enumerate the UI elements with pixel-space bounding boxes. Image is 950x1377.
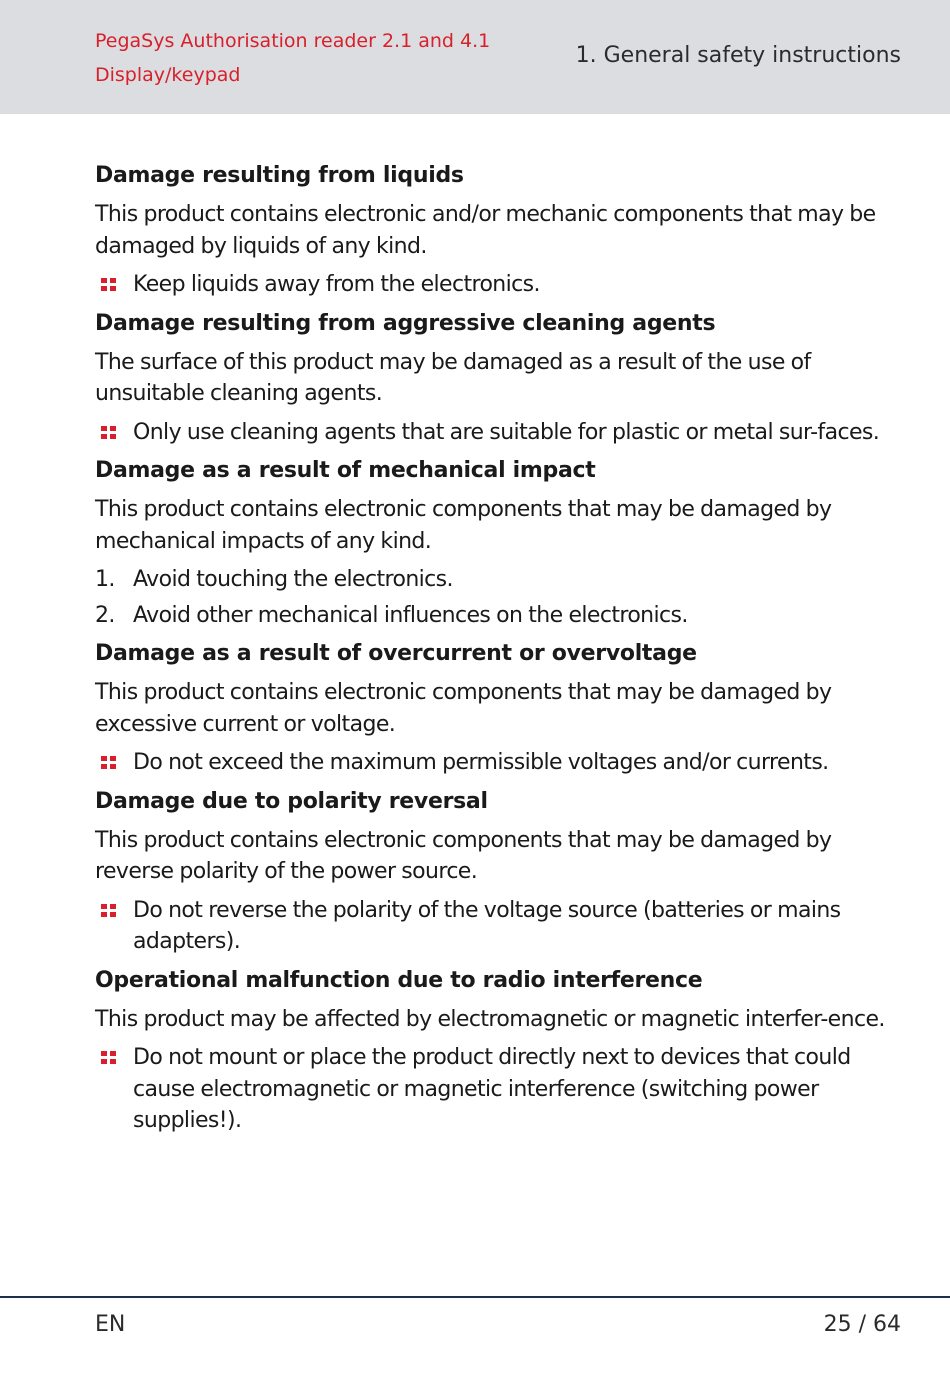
instruction-text: Keep liquids away from the electronics. xyxy=(133,272,540,297)
section-text: This product contains electronic components that may be damaged by reverse polarity of the power source. xyxy=(95,827,832,884)
step-number: 1. xyxy=(95,567,115,592)
footer-divider xyxy=(0,1296,950,1298)
red-square-grid-icon xyxy=(101,1051,116,1064)
document-title: PegaSys Authorisation reader 2.1 and 4.1 Display/keypad xyxy=(95,30,491,86)
step-number: 2. xyxy=(95,602,115,628)
section-heading: Operational malfunction due to radio interference xyxy=(95,967,703,993)
instruction-text: Do not mount or place the product directly next to devices that could cause electromagnetic or magnetic interference (switching power supplies!). xyxy=(133,1045,851,1133)
instruction-item xyxy=(95,269,900,301)
section-radio-interference xyxy=(95,965,900,1137)
section-overcurrent xyxy=(95,638,900,779)
section-cleaning-agents xyxy=(95,308,900,449)
section-text: This product contains electronic and/or mechanic components that may be damaged by liquids of any kind. xyxy=(95,202,876,259)
section-text: This product contains electronic components that may be damaged by mechanical impacts of any kind. xyxy=(95,497,832,554)
section-text: The surface of this product may be damaged as a result of the use of unsuitable cleaning agents. xyxy=(95,349,811,406)
section-heading: Damage as a result of mechanical impact xyxy=(95,458,596,483)
instruction-text: Do not exceed the maximum permissible voltages and/or currents. xyxy=(133,750,829,775)
step-text: Avoid touching the electronics. xyxy=(133,567,453,592)
page-content xyxy=(95,160,900,1144)
language-code: EN xyxy=(95,1312,126,1337)
instruction-text: Do not reverse the polarity of the voltage source (batteries or mains adapters). xyxy=(133,897,841,954)
red-square-grid-icon xyxy=(101,904,116,917)
section-heading: Damage due to polarity reversal xyxy=(95,788,488,814)
section-heading: Damage resulting from liquids xyxy=(95,163,464,188)
section-heading: Damage as a result of overcurrent or overvoltage xyxy=(95,641,697,666)
section-text: This product contains electronic components that may be damaged by excessive current or voltage. xyxy=(95,680,832,737)
section-text: This product may be affected by electromagnetic or magnetic interfer-ence. xyxy=(95,1006,885,1032)
instruction-text: Only use cleaning agents that are suitable for plastic or metal sur-faces. xyxy=(133,419,880,445)
chapter-title: 1. General safety instructions xyxy=(575,43,901,68)
page-number: 25 / 64 xyxy=(823,1312,901,1337)
step-text: Avoid other mechanical influences on the electronics. xyxy=(133,602,688,628)
red-square-grid-icon xyxy=(101,426,116,439)
page-header xyxy=(0,0,950,114)
instruction-item xyxy=(95,895,900,958)
numbered-step xyxy=(95,600,900,632)
instruction-item xyxy=(95,747,900,779)
section-mechanical-impact xyxy=(95,455,900,631)
instruction-item xyxy=(95,1042,900,1137)
section-liquids xyxy=(95,160,900,301)
instruction-item xyxy=(95,417,900,449)
numbered-step xyxy=(95,564,900,596)
red-square-grid-icon xyxy=(101,278,116,291)
section-polarity-reversal xyxy=(95,786,900,958)
section-heading: Damage resulting from aggressive cleaning agents xyxy=(95,310,716,336)
red-square-grid-icon xyxy=(101,756,116,769)
